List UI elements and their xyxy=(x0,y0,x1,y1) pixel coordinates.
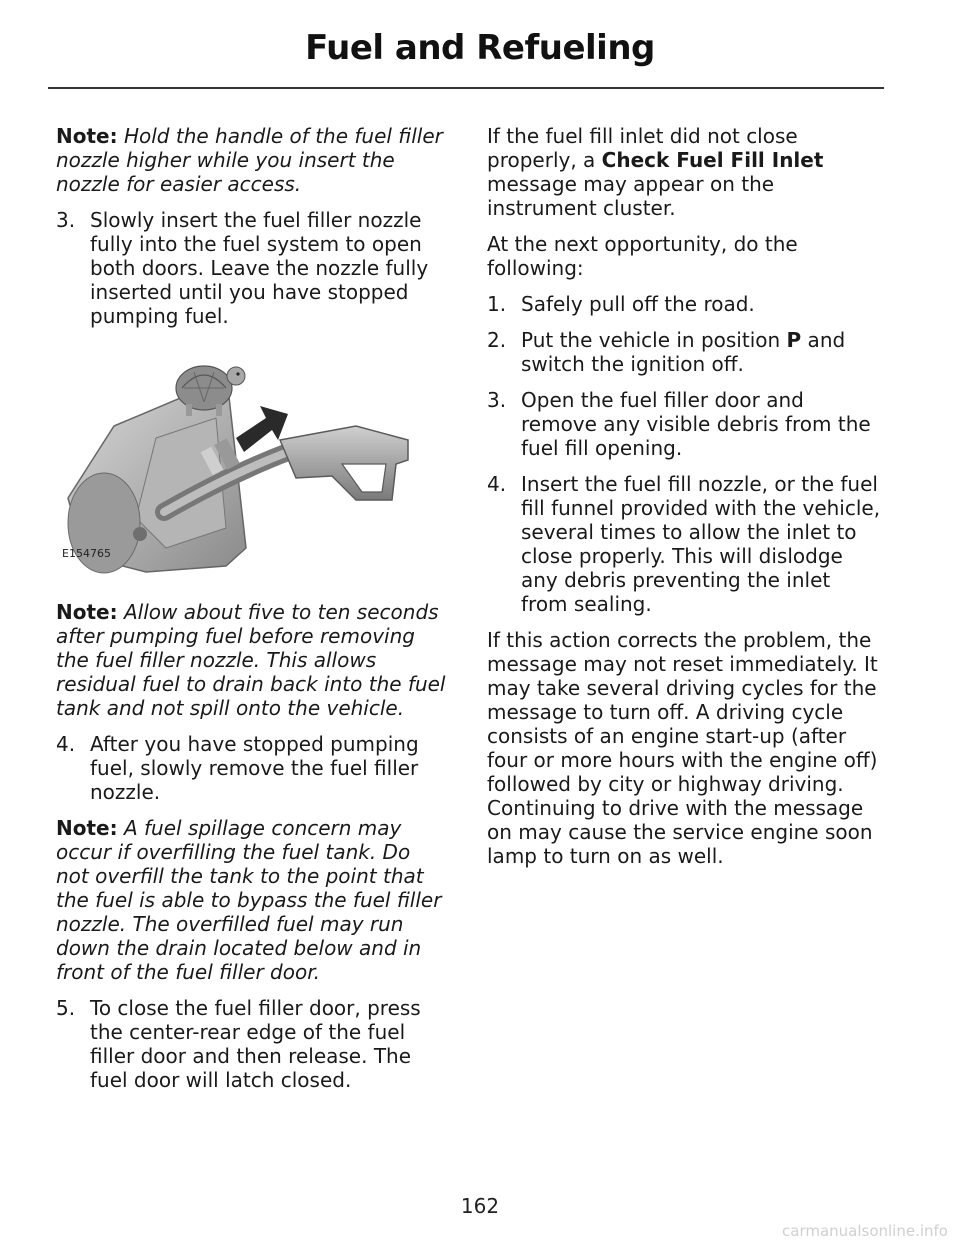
note-nozzle-handle xyxy=(56,124,448,196)
note-text: A fuel spillage concern may occur if overfilling the fuel tank. Do not overfill the tank to the point that the fuel is able to bypass the fuel filler nozzle. The overfilled fuel may run down the drain located below and in front of the fuel filler door. xyxy=(56,816,442,984)
page-title: Fuel and Refueling xyxy=(305,28,655,68)
paragraph-text: If the fuel fill inlet did not close properly, a xyxy=(487,124,798,172)
insert-arrow-icon xyxy=(236,406,288,452)
turtle-slow-icon xyxy=(176,366,245,416)
note-label: Note: xyxy=(56,124,118,148)
paragraph-check-fuel-fill-inlet xyxy=(487,124,883,220)
note-wait-before-removing xyxy=(56,600,448,720)
paragraph-text: message may appear on the instrument cluster. xyxy=(487,172,775,220)
step-number: 2. xyxy=(487,328,507,352)
step-text: After you have stopped pumping fuel, slowly remove the fuel filler nozzle. xyxy=(90,732,419,804)
step-5 xyxy=(56,996,448,1092)
step-text: Safely pull off the road. xyxy=(521,292,755,316)
step-text xyxy=(521,328,883,376)
right-step-1 xyxy=(487,292,883,316)
note-text: Allow about five to ten seconds after pumping fuel before removing the fuel filler nozzle. This allows residual fuel to drain back into the fuel tank and not spill onto the vehicle. xyxy=(56,600,446,720)
nozzle-illustration xyxy=(56,348,448,584)
step-text-part: and switch the ignition off. xyxy=(521,328,846,376)
step-4 xyxy=(56,732,448,804)
left-column xyxy=(56,124,448,1104)
step-text: To close the fuel filler door, press the center-rear edge of the fuel filler door and then release. The fuel door will latch closed. xyxy=(90,996,421,1092)
step-text: Insert the fuel fill nozzle, or the fuel fill funnel provided with the vehicle, several times to allow the inlet to close properly. This will dislodge any debris preventing the inlet from sealing. xyxy=(521,472,881,616)
right-step-4 xyxy=(487,472,883,616)
step-text: Open the fuel filler door and remove any visible debris from the fuel fill opening. xyxy=(521,388,871,460)
header-divider xyxy=(48,87,884,89)
right-step-3 xyxy=(487,388,883,460)
paragraph-next-opportunity: At the next opportunity, do the following: xyxy=(487,232,798,280)
figure-id-label: E154765 xyxy=(62,547,111,560)
watermark: carmanualsonline.info xyxy=(782,1222,948,1240)
note-label: Note: xyxy=(56,600,118,624)
step-3 xyxy=(56,208,448,328)
page-number: 162 xyxy=(460,1194,500,1218)
paragraph-driving-cycles: If this action corrects the problem, the message may not reset immediately. It may take several driving cycles for the message to turn off. A driving cycle consists of an engine start-up (after four or more hours with the engine off) followed by city or highway driving. Continuing to drive with the message on may cause the service engine soon lamp to turn on as well. xyxy=(487,628,878,868)
step-number: 3. xyxy=(487,388,507,412)
gear-position: P xyxy=(786,328,802,352)
right-step-2 xyxy=(487,328,883,376)
step-number: 5. xyxy=(56,996,76,1020)
step-text: Slowly insert the fuel filler nozzle fully into the fuel system to open both doors. Leave the nozzle fully inserted until you have stopped pumping fuel. xyxy=(90,208,429,328)
note-overfilling xyxy=(56,816,448,984)
note-label: Note: xyxy=(56,816,118,840)
inlet-bolt-shape xyxy=(133,527,147,541)
step-text-part: Put the vehicle in position xyxy=(521,328,787,352)
note-text: Hold the handle of the fuel filler nozzle higher while you insert the nozzle for easier access. xyxy=(56,124,443,196)
step-number: 3. xyxy=(56,208,76,232)
step-number: 4. xyxy=(487,472,507,496)
step-number: 4. xyxy=(56,732,76,756)
nozzle-handle-shape xyxy=(280,426,408,500)
right-column xyxy=(487,124,883,880)
figure-nozzle-insertion xyxy=(56,348,448,584)
message-name: Check Fuel Fill Inlet xyxy=(601,148,824,172)
step-number: 1. xyxy=(487,292,507,316)
